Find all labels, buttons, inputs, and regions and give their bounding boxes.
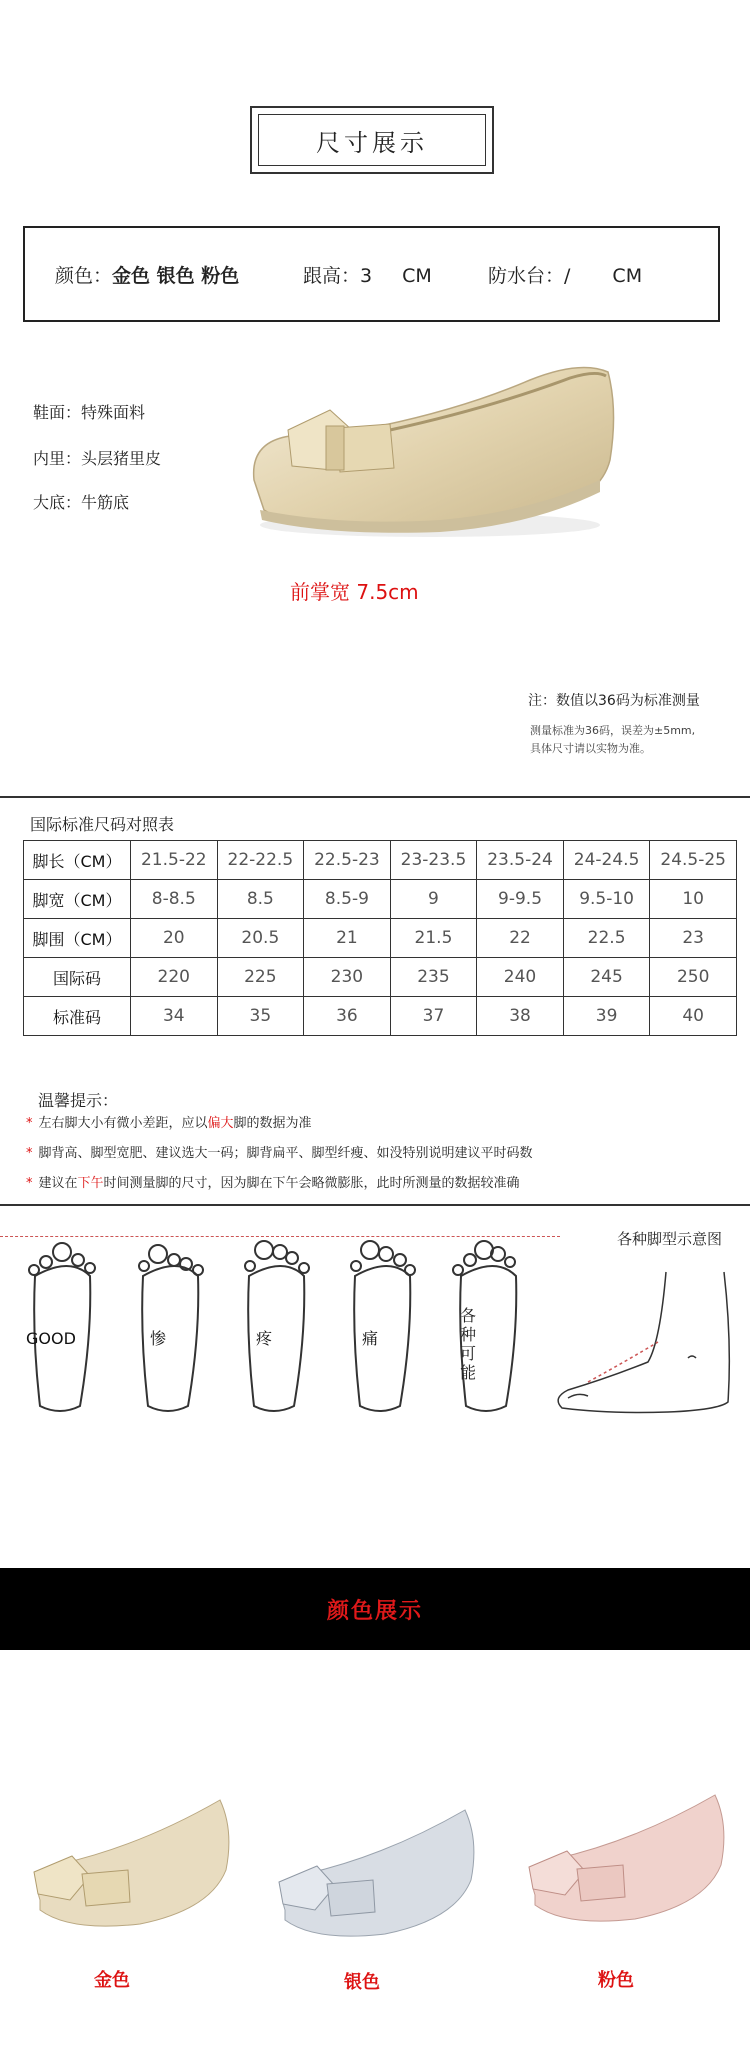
- color-name-gold: 金色: [94, 1970, 130, 1991]
- measurement-note: 注：数值以36码为标准测量: [528, 693, 700, 709]
- forefoot-width-note: 前掌宽 7.5cm: [290, 580, 419, 604]
- size-table-cell: 235: [390, 958, 477, 997]
- size-table-cell: 21.5-22: [131, 841, 218, 880]
- size-table-cell: 21.5: [390, 919, 477, 958]
- foot-outline-good: [29, 1243, 95, 1411]
- heel-spec-label: 跟高：: [303, 265, 361, 287]
- size-table-cell: 8.5: [217, 880, 304, 919]
- measurement-subnote-line: 测量标准为36码，误差为±5mm,: [530, 724, 696, 737]
- size-table-cell: 35: [217, 997, 304, 1036]
- size-table-cell: 40: [650, 997, 737, 1036]
- section-title: 尺寸展示: [258, 114, 486, 166]
- tip-text: 建议在: [38, 1176, 78, 1191]
- material-value: 特殊面料: [81, 403, 146, 422]
- tip-text: 脚背高、脚型宽肥、建议选大一码；脚背扁平、脚型纤瘦、如没特别说明建议平时码数: [38, 1146, 533, 1161]
- color-banner-title: 颜色展示: [326, 1598, 423, 1624]
- material-upper: [33, 400, 145, 423]
- size-table-cell: 23: [650, 919, 737, 958]
- foot-outline-bad3: [351, 1241, 415, 1411]
- heel-spec: [303, 261, 432, 288]
- color-name-pink: 粉色: [598, 1970, 634, 1991]
- divider: [0, 1204, 750, 1206]
- size-table-cell: 22.5: [563, 919, 650, 958]
- size-table-row: [24, 841, 737, 880]
- heel-spec-value: 3: [360, 265, 373, 287]
- platform-spec: [488, 261, 642, 288]
- material-value: 牛筋底: [81, 493, 130, 512]
- tip-item: * 建议在下午时间测量脚的尺寸，因为脚在下午会略微膨胀，此时所测量的数据较准确: [26, 1176, 520, 1191]
- color-spec-label: 颜色：: [55, 265, 113, 287]
- size-table-cell: 9.5-10: [563, 880, 650, 919]
- shoe-silver-image: [265, 1800, 485, 1950]
- size-table-cell: 24-24.5: [563, 841, 650, 880]
- material-lining: [33, 446, 161, 469]
- size-table-row-header: 脚长（CM）: [24, 841, 131, 880]
- size-table-row: [24, 997, 737, 1036]
- size-table-cell: 240: [477, 958, 564, 997]
- size-table-cell: 230: [304, 958, 391, 997]
- tip-highlight: 偏大: [207, 1116, 234, 1131]
- size-table-row: [24, 919, 737, 958]
- shoe-pink-image: [515, 1785, 735, 1935]
- tips-title: 温馨提示：: [38, 1091, 119, 1110]
- size-table-row-header: 脚围（CM）: [24, 919, 131, 958]
- size-table-cell: 8-8.5: [131, 880, 218, 919]
- foot-outlines: [10, 1236, 570, 1426]
- size-table-cell: 9-9.5: [477, 880, 564, 919]
- shoe-gold-image: [20, 1790, 240, 1940]
- size-table-cell: 23-23.5: [390, 841, 477, 880]
- size-table-cell: 250: [650, 958, 737, 997]
- foot-types-caption: 各种脚型示意图: [617, 1230, 723, 1248]
- foot-outline-bad2: [245, 1241, 309, 1411]
- tip-item: * 脚背高、脚型宽肥、建议选大一码；脚背扁平、脚型纤瘦、如没特别说明建议平时码数: [26, 1146, 533, 1161]
- tip-highlight: 下午: [77, 1176, 104, 1191]
- size-table-cell: 39: [563, 997, 650, 1036]
- heel-spec-unit: CM: [402, 265, 432, 287]
- foot-label: 痛: [362, 1329, 379, 1348]
- size-table-cell: 36: [304, 997, 391, 1036]
- material-sole: [33, 490, 129, 513]
- spec-box: [23, 226, 720, 322]
- size-table-cell: 22-22.5: [217, 841, 304, 880]
- material-label: 大底：: [33, 493, 82, 512]
- size-table: [23, 840, 737, 1036]
- size-table-cell: 225: [217, 958, 304, 997]
- size-table-cell: 220: [131, 958, 218, 997]
- foot-label: 疼: [256, 1329, 273, 1348]
- size-table-cell: 8.5-9: [304, 880, 391, 919]
- foot-label: 各种可能: [460, 1306, 477, 1382]
- foot-side-drawing: [548, 1262, 738, 1432]
- size-table-cell: 21: [304, 919, 391, 958]
- material-value: 头层猪里皮: [81, 449, 162, 468]
- tip-item: * 左右脚大小有微小差距，应以偏大脚的数据为准: [26, 1116, 312, 1131]
- shoe-side-image: [240, 350, 620, 550]
- color-banner: [0, 1568, 750, 1650]
- foot-outline-bad1: [139, 1245, 203, 1411]
- size-table-cell: 9: [390, 880, 477, 919]
- size-table-cell: 22: [477, 919, 564, 958]
- material-label: 鞋面：: [33, 403, 82, 422]
- foot-label: GOOD: [26, 1329, 76, 1348]
- platform-spec-unit: CM: [612, 265, 643, 287]
- size-table-cell: 38: [477, 997, 564, 1036]
- platform-spec-value: /: [564, 265, 571, 287]
- section-title-frame: [250, 106, 494, 174]
- size-table-cell: 20: [131, 919, 218, 958]
- size-table-cell: 23.5-24: [477, 841, 564, 880]
- tip-text: 时间测量脚的尺寸，因为脚在下午会略微膨胀，此时所测量的数据较准确: [103, 1176, 520, 1191]
- bow-detail: [288, 410, 394, 472]
- size-table-row-header: 国际码: [24, 958, 131, 997]
- size-table-title: 国际标准尺码对照表: [30, 815, 175, 834]
- size-table-cell: 10: [650, 880, 737, 919]
- size-table-cell: 24.5-25: [650, 841, 737, 880]
- divider: [0, 796, 750, 798]
- material-label: 内里：: [33, 449, 82, 468]
- color-spec-value: 金色 银色 粉色: [112, 265, 240, 287]
- size-table-cell: 22.5-23: [304, 841, 391, 880]
- size-table-row-header: 标准码: [24, 997, 131, 1036]
- platform-spec-label: 防水台：: [488, 265, 565, 287]
- tip-text: 脚的数据为准: [233, 1116, 312, 1131]
- measurement-subnote-line: 具体尺寸请以实物为准。: [530, 742, 651, 755]
- size-table-row: [24, 958, 737, 997]
- size-table-row: [24, 880, 737, 919]
- size-table-row-header: 脚宽（CM）: [24, 880, 131, 919]
- size-table-cell: 20.5: [217, 919, 304, 958]
- measurement-subnote: [530, 722, 695, 758]
- color-spec: [55, 261, 239, 288]
- size-table-cell: 245: [563, 958, 650, 997]
- foot-label: 惨: [150, 1329, 167, 1348]
- size-table-cell: 34: [131, 997, 218, 1036]
- size-table-cell: 37: [390, 997, 477, 1036]
- color-name-silver: 银色: [344, 1972, 380, 1993]
- tip-text: 左右脚大小有微小差距，应以: [38, 1116, 208, 1131]
